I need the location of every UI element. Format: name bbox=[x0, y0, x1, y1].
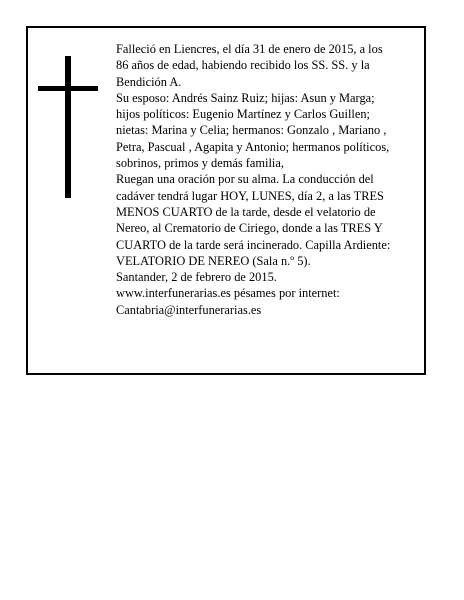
death-announcement bbox=[116, 41, 421, 90]
text-line: sobrinos, primos y demás familia, bbox=[116, 156, 284, 171]
text-line: Petra, Pascual , Agapita y Antonio; hermanos políticos, bbox=[116, 139, 390, 154]
obituary-text bbox=[116, 41, 421, 318]
text-line: Nereo, al Crematorio de Ciriego, donde a las TRES Y bbox=[116, 221, 383, 236]
text-line: MENOS CUARTO de la tarde, desde el velatorio de bbox=[116, 204, 376, 219]
text-line: Cantabria@interfunerarias.es bbox=[116, 302, 262, 317]
condolences-contact bbox=[116, 285, 421, 318]
place-date bbox=[116, 269, 421, 285]
text-line: Santander, 2 de febrero de 2015. bbox=[116, 270, 277, 285]
text-line: nietas: Marina y Celia; hermanos: Gonzalo , Mariano , bbox=[116, 123, 387, 138]
cross-horizontal-bar bbox=[38, 86, 98, 91]
text-line: Bendición A. bbox=[116, 74, 182, 89]
text-line: cadáver tendrá lugar HOY, LUNES, día 2, a las TRES bbox=[116, 188, 384, 203]
funeral-details bbox=[116, 171, 421, 269]
obituary-notice bbox=[26, 26, 426, 375]
text-line: Su esposo: Andrés Sainz Ruiz; hijas: Asun y Marga; bbox=[116, 90, 375, 105]
cross-icon bbox=[38, 56, 98, 198]
text-line: Falleció en Liencres, el día 31 de enero de 2015, a los bbox=[116, 42, 383, 56]
cross-vertical-bar bbox=[65, 56, 71, 198]
family-list bbox=[116, 90, 421, 171]
text-line: www.interfunerarias.es pésames por internet: bbox=[116, 286, 340, 301]
text-line: 86 años de edad, habiendo recibido los SS. SS. y la bbox=[116, 58, 370, 73]
text-line: hijos políticos: Eugenio Martínez y Carlos Guillen; bbox=[116, 107, 370, 122]
text-line: CUARTO de la tarde será incinerado. Capilla Ardiente: bbox=[116, 237, 391, 252]
text-line: VELATORIO DE NEREO (Sala n.º 5). bbox=[116, 253, 311, 268]
text-line: Ruegan una oración por su alma. La conducción del bbox=[116, 172, 374, 187]
